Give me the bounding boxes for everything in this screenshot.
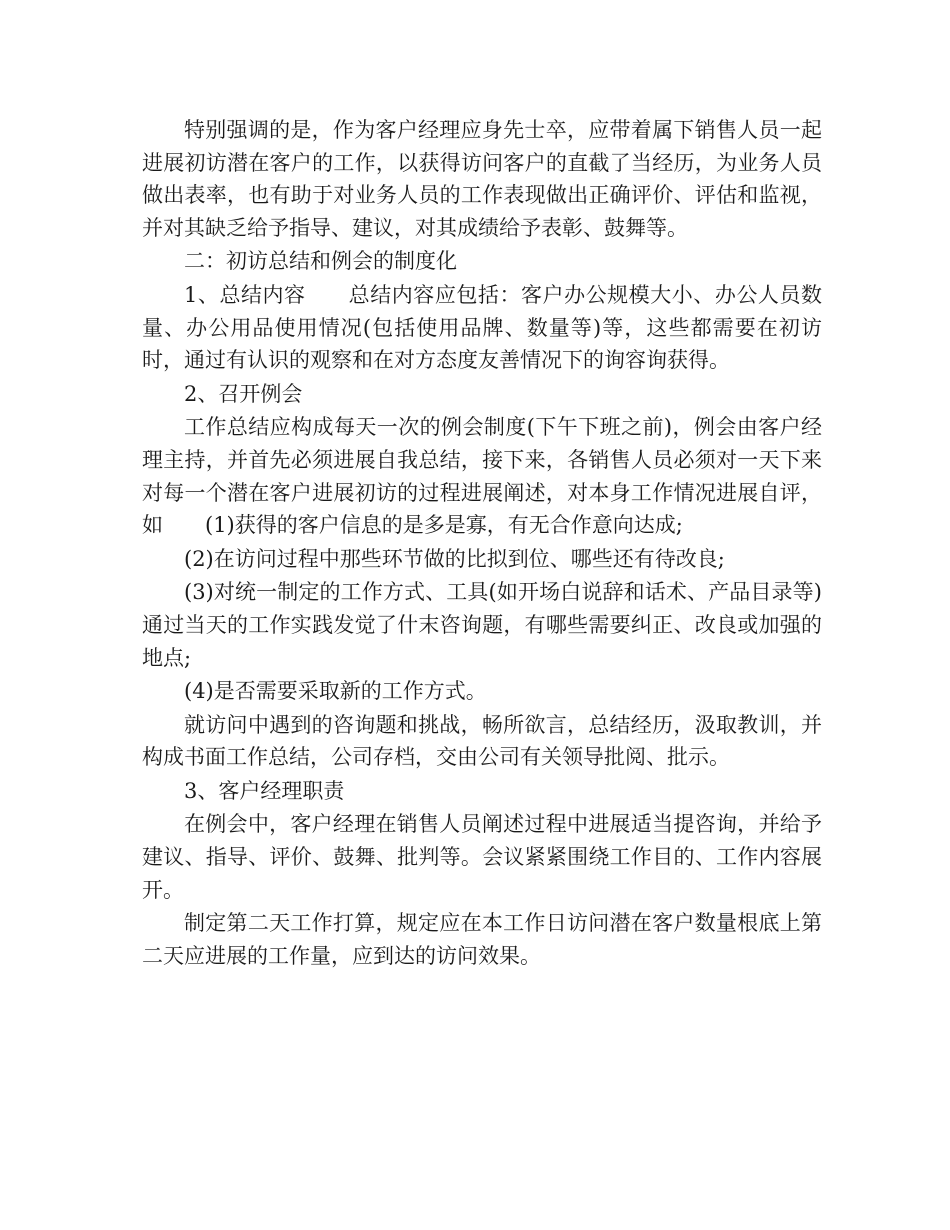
section-heading-summary-meetings: 二：初访总结和例会的制度化 [184,249,457,274]
paragraph-meeting-system: 工作总结应构成每天一次的例会制度(下午下班之前)，例会由客户经理主持，并首先必须进展自我总结，接下来，各销售人员必须对一天下来对每一个潜在客户进展初访的过程进展阐述，对本身工作情况进展自评，如 (1)获得的客户信息的是多是寡，有无合作意向达成; [142,415,822,538]
list-item-4: (4)是否需要采取新的工作方式。 [184,679,487,704]
subheading-manager-duties: 3、客户经理职责 [184,778,345,803]
paragraph-manager-role: 在例会中，客户经理在销售人员阐述过程中进展适当提咨询，并给予建议、指导、评价、鼓舞、批判等。会议紧紧围绕工作目的、工作内容展开。 [142,812,822,902]
paragraph-lead-emphasis: 特别强调的是，作为客户经理应身先士卒，应带着属下销售人员一起进展初访潜在客户的工作，以获得访问客户的直截了当经历，为业务人员做出表率，也有助于对业务人员的工作表现做出正确评价、评估和监视，并对其缺乏给予指导、建议，对其成绩给予表彰、鼓舞等。 [142,118,822,240]
paragraph-written-summary: 就访问中遇到的咨询题和挑战，畅所欲言，总结经历，汲取教训，并构成书面工作总结，公司存档，交由公司有关领导批阅、批示。 [142,712,822,770]
list-item-2: (2)在访问过程中那些环节做的比拟到位、哪些还有待改良; [184,546,725,571]
paragraph-summary-content: 1、总结内容 总结内容应包括：客户办公规模大小、办公人员数量、办公用品使用情况(包括使用品牌、数量等)等，这些都需要在初访时，通过有认识的观察和在对方态度友善情况下的询容询获得。 [142,282,822,373]
subheading-hold-meetings: 2、召开例会 [184,381,303,406]
list-item-3: (3)对统一制定的工作方式、工具(如开场白说辞和话术、产品目录等)通过当天的工作实践发觉了什末咨询题，有哪些需要纠正、改良或加强的地点; [142,580,822,670]
paragraph-next-day-plan: 制定第二天工作打算，规定应在本工作日访问潜在客户数量根底上第二天应进展的工作量，应到达的访问效果。 [142,911,822,968]
document-page [142,114,822,972]
